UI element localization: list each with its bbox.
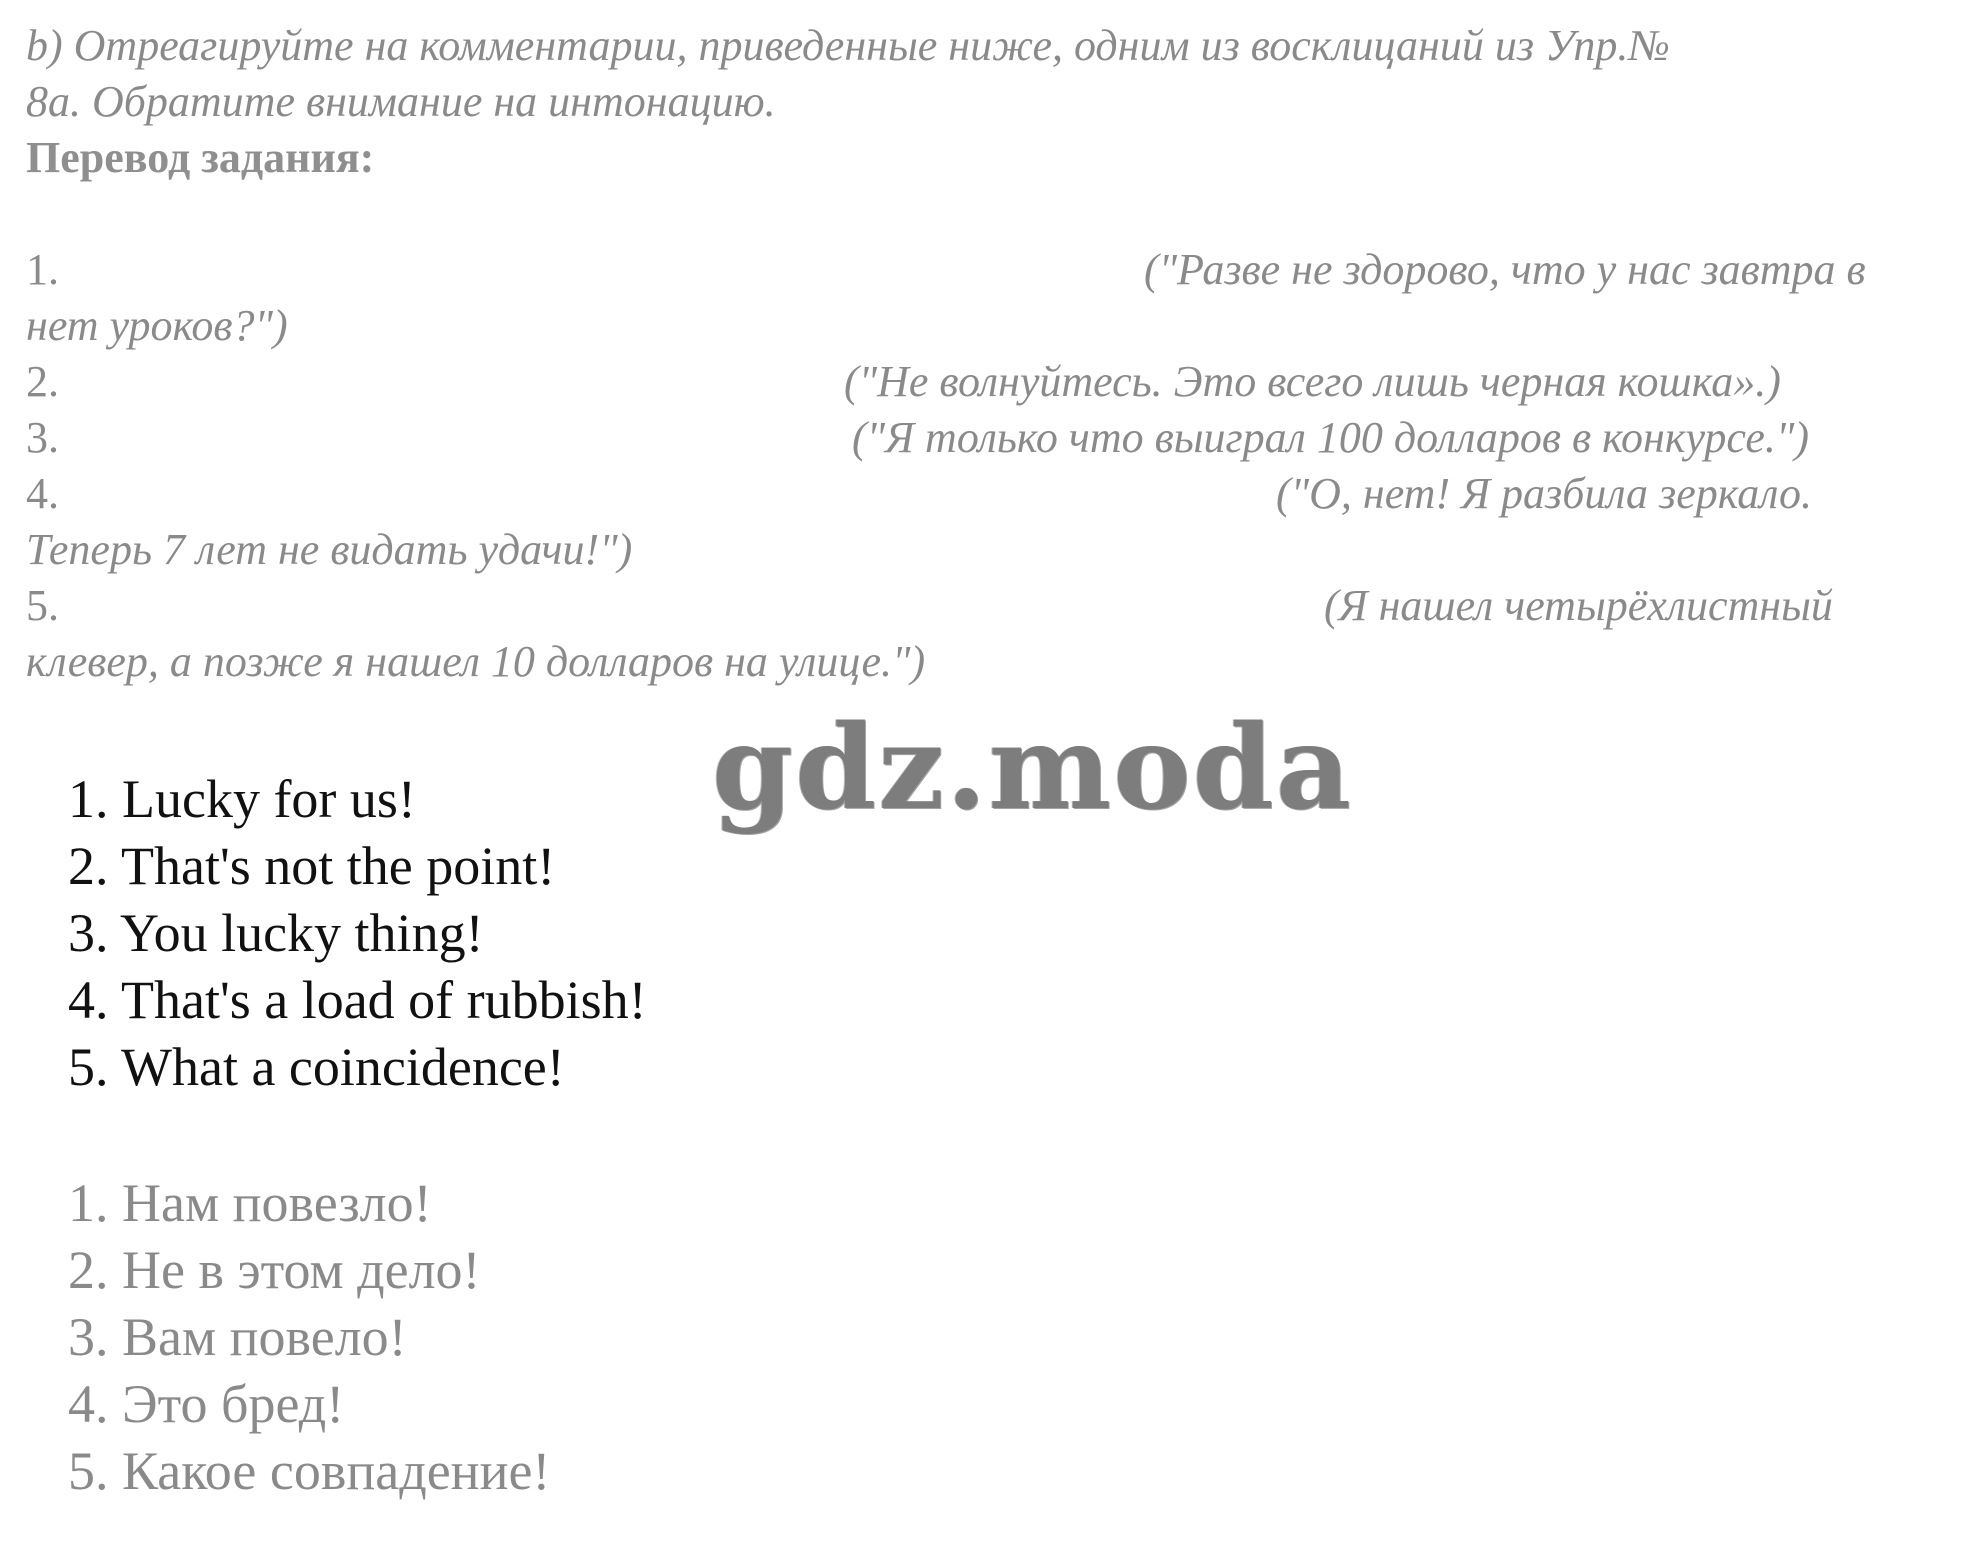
task-block — [26, 18, 1956, 690]
task-item-number: 3. — [26, 413, 59, 462]
translation-heading: Перевод задания: — [26, 133, 375, 182]
answer-ru-5: 5. Какое совпадение! — [68, 1441, 551, 1501]
task-item-2 — [26, 354, 1956, 410]
answer-en-2: 2. That's not the point! — [68, 836, 556, 896]
answer-ru-1: 1. Нам повезло! — [68, 1173, 432, 1233]
answer-ru-2: 2. Не в этом дело! — [68, 1240, 481, 1300]
task-item-text: ("Я только что выиграл 100 долларов в конкурсе.") — [852, 413, 1809, 462]
watermark-logo: gdz.moda — [712, 700, 1353, 836]
answers-english-list — [68, 766, 647, 1101]
task-item-5-continuation: клевер, а позже я нашел 10 долларов на улице.") — [26, 637, 926, 686]
task-item-number: 5. — [26, 581, 59, 630]
answer-ru-4: 4. Это бред! — [68, 1374, 345, 1434]
task-item-text: ("О, нет! Я разбила зеркало. — [1276, 469, 1812, 518]
answers-russian-list — [68, 1170, 550, 1505]
task-item-number: 2. — [26, 357, 59, 406]
task-item-1-continuation: нет уроков?") — [26, 301, 288, 350]
task-item-4 — [26, 466, 1956, 522]
answer-ru-3: 3. Вам повело! — [68, 1307, 407, 1367]
task-item-5 — [26, 578, 1956, 634]
answer-en-1: 1. Lucky for us! — [68, 769, 416, 829]
task-item-number: 1. — [26, 245, 59, 294]
task-item-4-continuation: Теперь 7 лет не видать удачи!") — [26, 525, 633, 574]
task-instruction-line-2: 8a. Обратите внимание на интонацию. — [26, 77, 776, 126]
answer-en-5: 5. What a coincidence! — [68, 1037, 565, 1097]
task-item-text: ("Не волнуйтесь. Это всего лишь черная кошка».) — [844, 357, 1781, 406]
task-item-text: (Я нашел четырёхлистный — [1324, 581, 1833, 630]
task-instruction-line-1: b) Отреагируйте на комментарии, приведенные ниже, одним из восклицаний из Упр.№ — [26, 21, 1670, 70]
task-item-number: 4. — [26, 469, 59, 518]
answer-en-4: 4. That's a load of rubbish! — [68, 970, 647, 1030]
task-item-text: ("Разве не здорово, что у нас завтра в — [1144, 245, 1866, 294]
answer-en-3: 3. You lucky thing! — [68, 903, 484, 963]
task-item-1 — [26, 242, 1956, 298]
task-item-3 — [26, 410, 1956, 466]
